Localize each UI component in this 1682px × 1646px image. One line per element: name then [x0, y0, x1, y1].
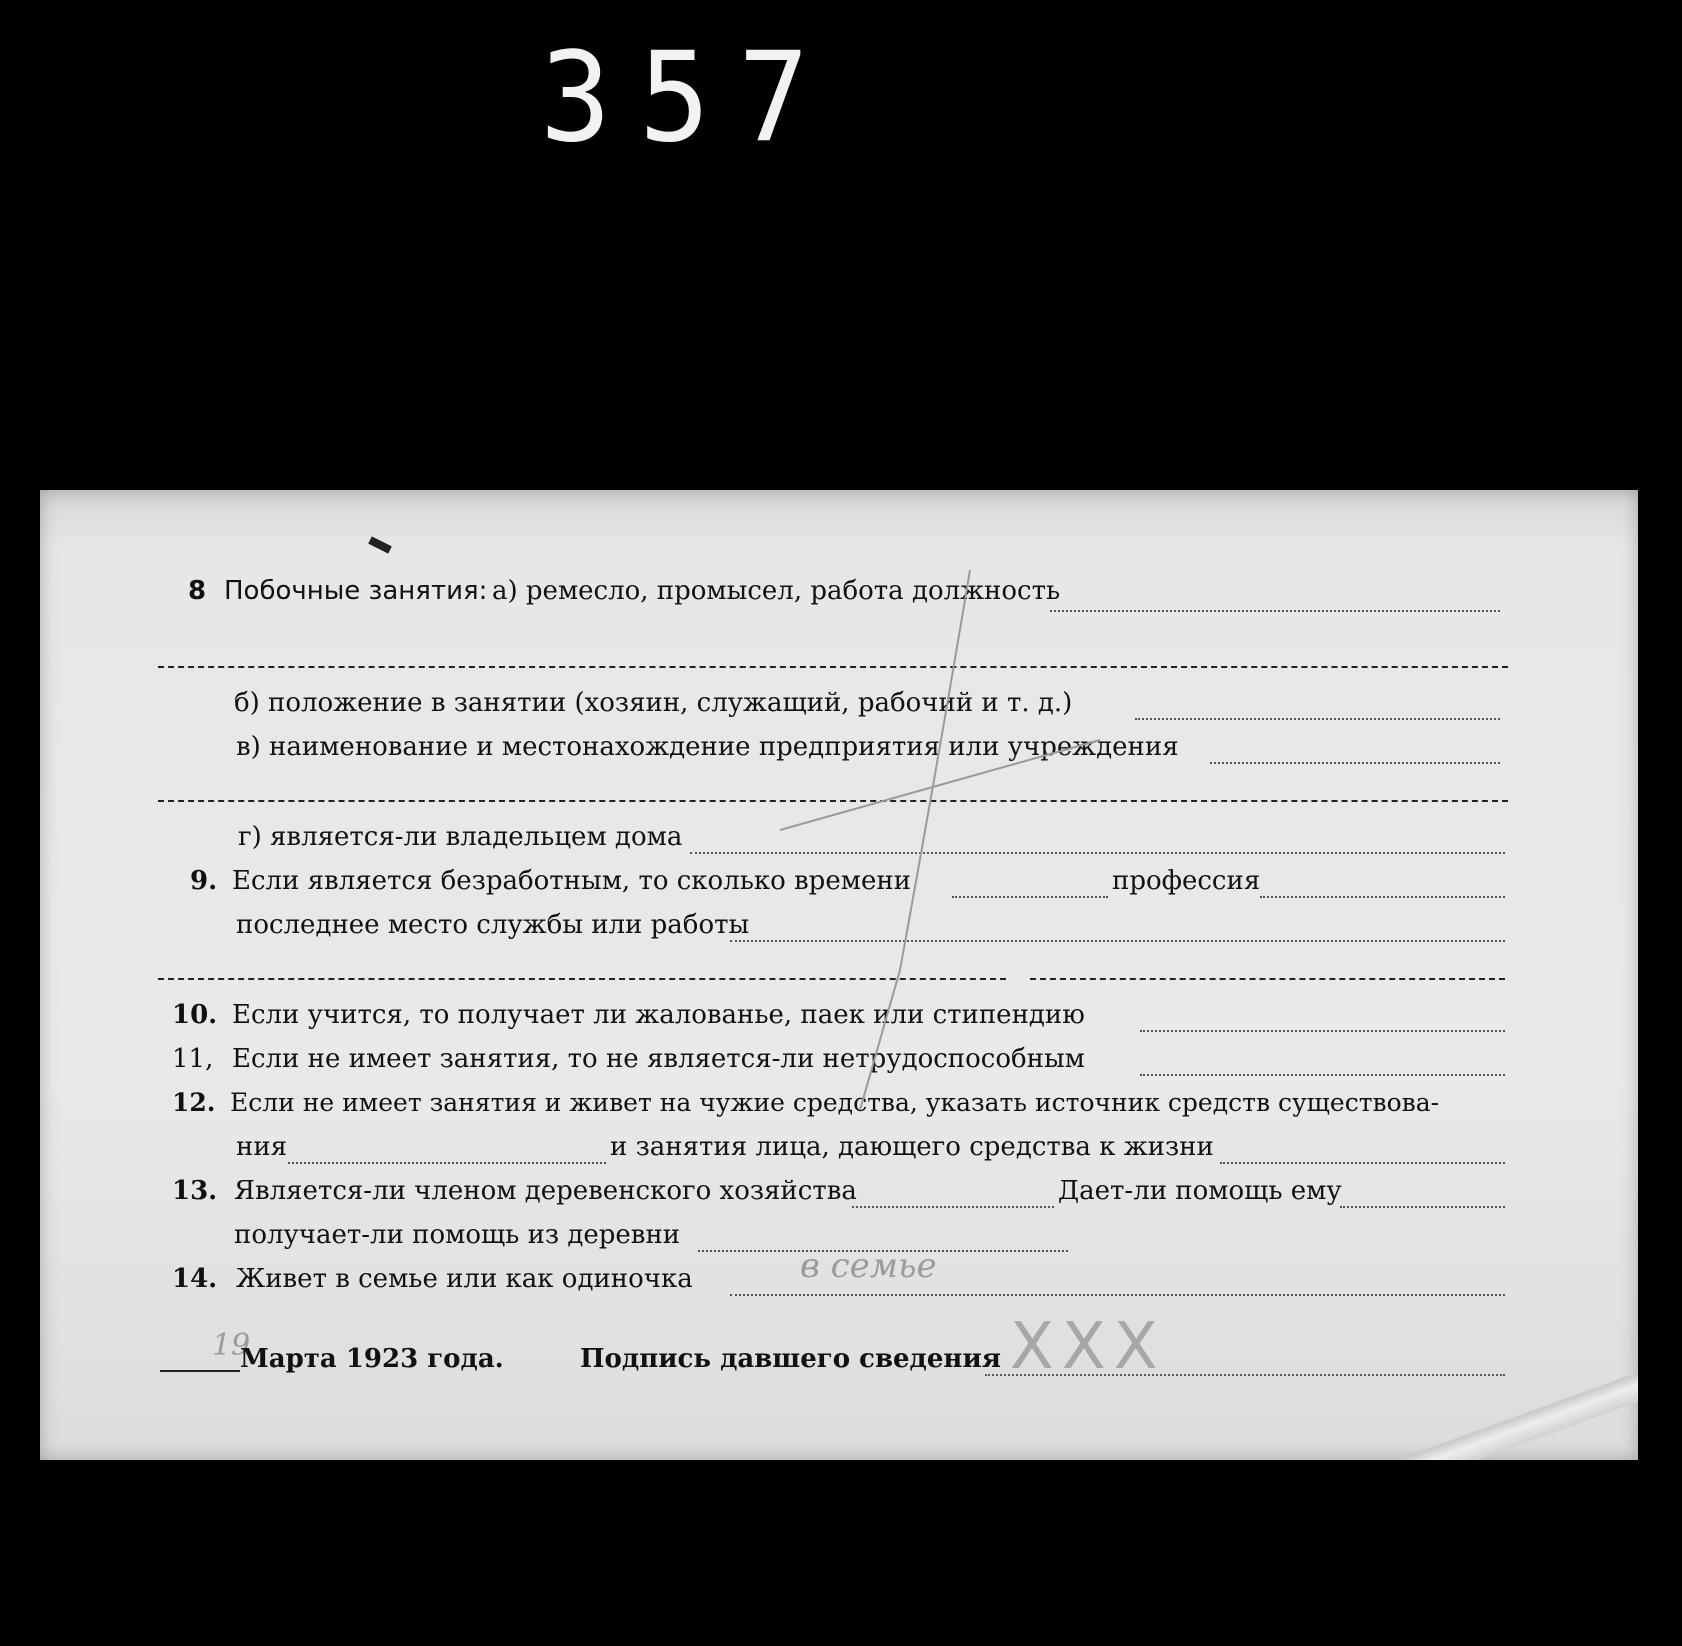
q11-number: 11, [172, 1044, 214, 1074]
q8v-label: в) наименование и местонахождение предприятия или учреждения [236, 732, 1179, 762]
q9-label: Если является безработным, то сколько времени [232, 866, 911, 896]
folded-corner [1398, 1350, 1638, 1460]
q12-cont-b: и занятия лица, дающего средства к жизни [610, 1132, 1214, 1162]
frame-number: 357 [540, 24, 838, 170]
q13-label: Является-ли членом деревенского хозяйства [234, 1176, 857, 1206]
pencil-stroke-mark [40, 490, 1638, 1460]
q9-number: 9. [190, 866, 218, 896]
census-form-card [40, 490, 1638, 1460]
q14-handwritten-answer: в семье [800, 1246, 937, 1286]
q10-number: 10. [172, 1000, 218, 1030]
signature-marks: XXX [1010, 1310, 1166, 1384]
q12-cont-a: ния [236, 1132, 288, 1162]
q8b-label: б) положение в занятии (хозяин, служащий, рабочий и т. д.) [234, 688, 1073, 718]
q9-last-place-label: последнее место службы или работы [236, 910, 750, 940]
q13-help-gives-label: Дает-ли помощь ему [1058, 1176, 1342, 1206]
q8a-label: а) ремесло, промысел, работа должность [492, 576, 1061, 606]
date-label: Марта 1923 года. [240, 1344, 504, 1374]
q8-number: 8 [188, 576, 207, 606]
q10-label: Если учится, то получает ли жалованье, паек или стипендию [232, 1000, 1085, 1030]
q11-label: Если не имеет занятия, то не является-ли нетрудоспособным [232, 1044, 1085, 1074]
q12-label: Если не имеет занятия и живет на чужие средства, указать источник средств существова- [230, 1088, 1440, 1117]
q9-profession-label: профессия [1112, 866, 1261, 896]
q8-title: Побочные занятия: [224, 576, 488, 606]
q14-label: Живет в семье или как одиночка [236, 1264, 693, 1294]
q8g-label: г) является-ли владельцем дома [238, 822, 683, 852]
q13-number: 13. [172, 1176, 218, 1206]
q14-number: 14. [172, 1264, 218, 1294]
date-day-handwritten: 19 [212, 1328, 251, 1363]
signature-label: Подпись давшего сведения [580, 1344, 1001, 1374]
q12-number: 12. [172, 1088, 216, 1117]
q13-help-gets-label: получает-ли помощь из деревни [234, 1220, 681, 1250]
